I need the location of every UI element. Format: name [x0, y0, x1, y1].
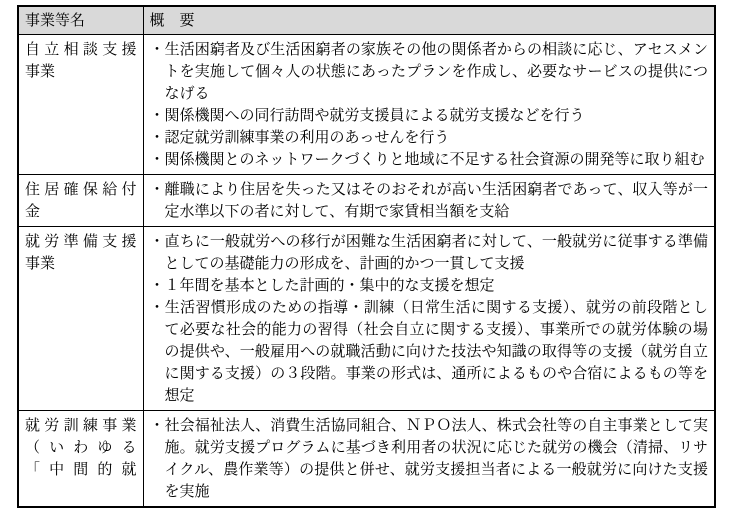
programs-table: [17, 5, 716, 508]
program-name-line: 「中間的就: [25, 459, 137, 478]
summary-bullet-item: ・関係機関への同行訪問や就労支援員による就労支援などを行う: [149, 105, 585, 124]
program-name-line: 事業: [25, 253, 56, 272]
summary-bullet-item: ・離職により住居を失った又はそのおそれが高い生活困窮者であって、収入等が一定水準以下の者に対して、有期で家賃相当額を支給: [149, 179, 708, 220]
summary-cell: [143, 34, 715, 174]
program-name-cell: [18, 34, 143, 174]
program-name-line: 住居確保給付: [25, 179, 137, 198]
header-cell-summary: 概 要: [143, 6, 715, 34]
summary-cell: [143, 226, 715, 410]
summary-bullet-item: ・生活困窮者及び生活困窮者の家族その他の関係者からの相談に応じ、アセスメントを実施して個々人の状態にあったプランを作成し、必要なサービスの提供につなげる: [149, 39, 708, 102]
header-cell-program-name: 事業等名: [18, 6, 143, 34]
program-name-cell: [18, 226, 143, 410]
summary-bullet-item: ・１年間を基本とした計画的・集中的な支援を想定: [149, 275, 495, 294]
table-row: [18, 34, 715, 174]
summary-bullet-item: ・生活習慣形成のための指導・訓練（日常生活に関する支援）、就労の前段階として必要な社会的能力の習得（社会自立に関する支援）、事業所での就労体験の場の提供や、一般雇用への就職活動に向けた技法や知識の取得等の支援（就労自立に関する支援）の３段階。事業の形式は、通所によるものや合宿によるもの等を想定: [149, 297, 708, 404]
table-header: [18, 6, 715, 34]
summary-cell: [143, 174, 715, 226]
program-name-line: 金: [25, 201, 41, 220]
program-name-line: 就労準備支援: [25, 231, 137, 250]
program-name-line: 事業: [25, 61, 56, 80]
summary-bullet-item: ・認定就労訓練事業の利用のあっせんを行う: [149, 127, 450, 146]
table-body: [18, 34, 715, 507]
program-name-line: 就労訓練事業: [25, 415, 137, 434]
table-row: [18, 226, 715, 410]
program-name-cell: [18, 174, 143, 226]
summary-bullet-item: ・社会福祉法人、消費生活協同組合、ＮＰＯ法人、株式会社等の自主事業として実施。就労支援プログラムに基づき利用者の状況に応じた就労の機会（清掃、リサイクル、農作業等）の提供と併せ、就労支援担当者による一般就労に向けた支援を実施: [149, 415, 708, 500]
summary-bullet-item: ・関係機関とのネットワークづくりと地域に不足する社会資源の開発等に取り組む: [149, 149, 705, 168]
summary-bullet-item: ・直ちに一般就労への移行が困難な生活困窮者に対して、一般就労に従事する準備としての基礎能力の形成を、計画的かつ一貫して支援: [149, 231, 708, 272]
table-row: [18, 174, 715, 226]
program-name-line: 自立相談支援: [25, 39, 137, 58]
table-row: [18, 410, 715, 507]
header-row: [18, 6, 715, 34]
program-name-cell: [18, 410, 143, 507]
summary-cell: [143, 410, 715, 507]
program-name-line: （いわゆる: [25, 437, 137, 456]
